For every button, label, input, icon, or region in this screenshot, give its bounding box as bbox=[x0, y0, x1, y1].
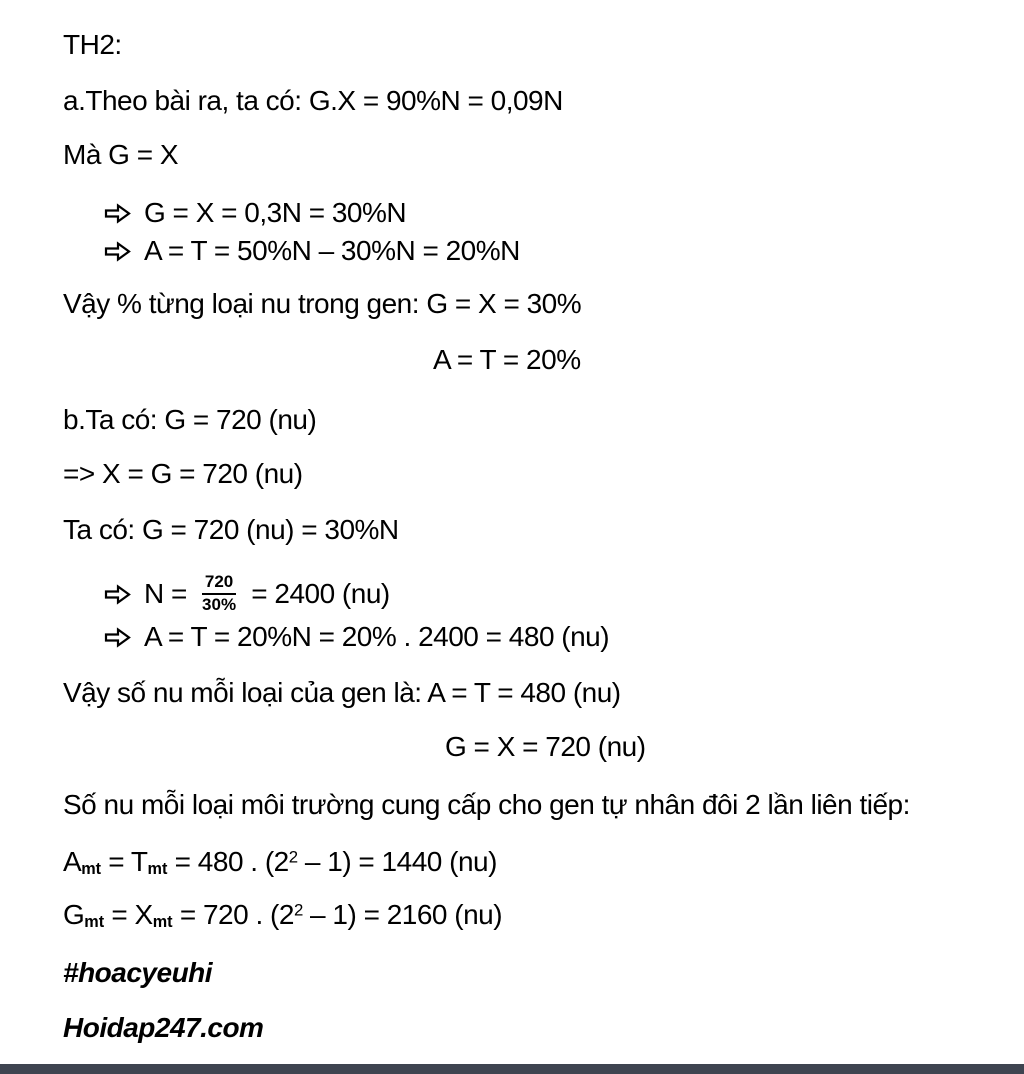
amt-sub-1: mt bbox=[81, 859, 102, 878]
gmt-mid-1: = X bbox=[104, 899, 153, 930]
line-amt bbox=[63, 845, 497, 879]
n-calc-pre: N = bbox=[144, 578, 187, 609]
line-count-summary: Vậy số nu mỗi loại của gen là: A = T = 480 (nu) bbox=[63, 677, 621, 708]
amt-sub-2: mt bbox=[147, 859, 168, 878]
gmt-sub-1: mt bbox=[84, 912, 105, 931]
line-at-count bbox=[104, 620, 609, 654]
line-ma: Mà G = X bbox=[63, 139, 179, 170]
footer-site: Hoidap247.com bbox=[63, 1012, 264, 1043]
gmt-sub-2: mt bbox=[152, 912, 173, 931]
arrow-icon bbox=[104, 241, 131, 262]
footer-hashtag: #hoacyeuhi bbox=[63, 957, 213, 988]
bottom-bar bbox=[0, 1064, 1024, 1074]
line-count-summary-2: G = X = 720 (nu) bbox=[445, 731, 646, 762]
amt-base: A bbox=[63, 846, 82, 877]
line-x-equals-g: => X = G = 720 (nu) bbox=[63, 458, 303, 489]
line-at-percent bbox=[104, 234, 520, 268]
gmt-tail: – 1) = 2160 (nu) bbox=[302, 899, 503, 930]
n-calc-post: = 2400 (nu) bbox=[251, 578, 390, 609]
line-percent-summary-2: A = T = 20% bbox=[433, 344, 581, 375]
arrow-icon bbox=[104, 584, 131, 605]
fraction bbox=[202, 573, 236, 614]
arrow-icon bbox=[104, 627, 131, 648]
amt-mid-2: = 480 . (2 bbox=[167, 846, 289, 877]
gmt-exponent: 2 bbox=[293, 900, 303, 920]
line-given: a.Theo bài ra, ta có: G.X = 90%N = 0,09N bbox=[63, 85, 563, 116]
line-b-given: b.Ta có: G = 720 (nu) bbox=[63, 404, 317, 435]
arrow-icon bbox=[104, 203, 131, 224]
amt-mid-1: = T bbox=[101, 846, 148, 877]
line-at-percent-text: A = T = 50%N – 30%N = 20%N bbox=[144, 235, 520, 266]
line-at-count-text: A = T = 20%N = 20% . 2400 = 480 (nu) bbox=[144, 621, 610, 652]
line-n-total bbox=[104, 565, 390, 623]
gmt-mid-2: = 720 . (2 bbox=[172, 899, 294, 930]
line-percent-summary: Vậy % từng loại nu trong gen: G = X = 30% bbox=[63, 288, 582, 319]
line-gx-percent bbox=[104, 196, 406, 230]
amt-exponent: 2 bbox=[288, 847, 298, 867]
line-gx-percent-text: G = X = 0,3N = 30%N bbox=[144, 197, 407, 228]
line-g-30-percent: Ta có: G = 720 (nu) = 30%N bbox=[63, 514, 399, 545]
line-gmt bbox=[63, 898, 502, 932]
line-env-intro: Số nu mỗi loại môi trường cung cấp cho gen tự nhân đôi 2 lần liên tiếp: bbox=[63, 789, 910, 820]
case-label: TH2: bbox=[63, 29, 122, 60]
amt-tail: – 1) = 1440 (nu) bbox=[297, 846, 497, 877]
fraction-numerator: 720 bbox=[202, 573, 236, 595]
fraction-denominator: 30% bbox=[202, 595, 237, 614]
gmt-base: G bbox=[63, 899, 85, 930]
